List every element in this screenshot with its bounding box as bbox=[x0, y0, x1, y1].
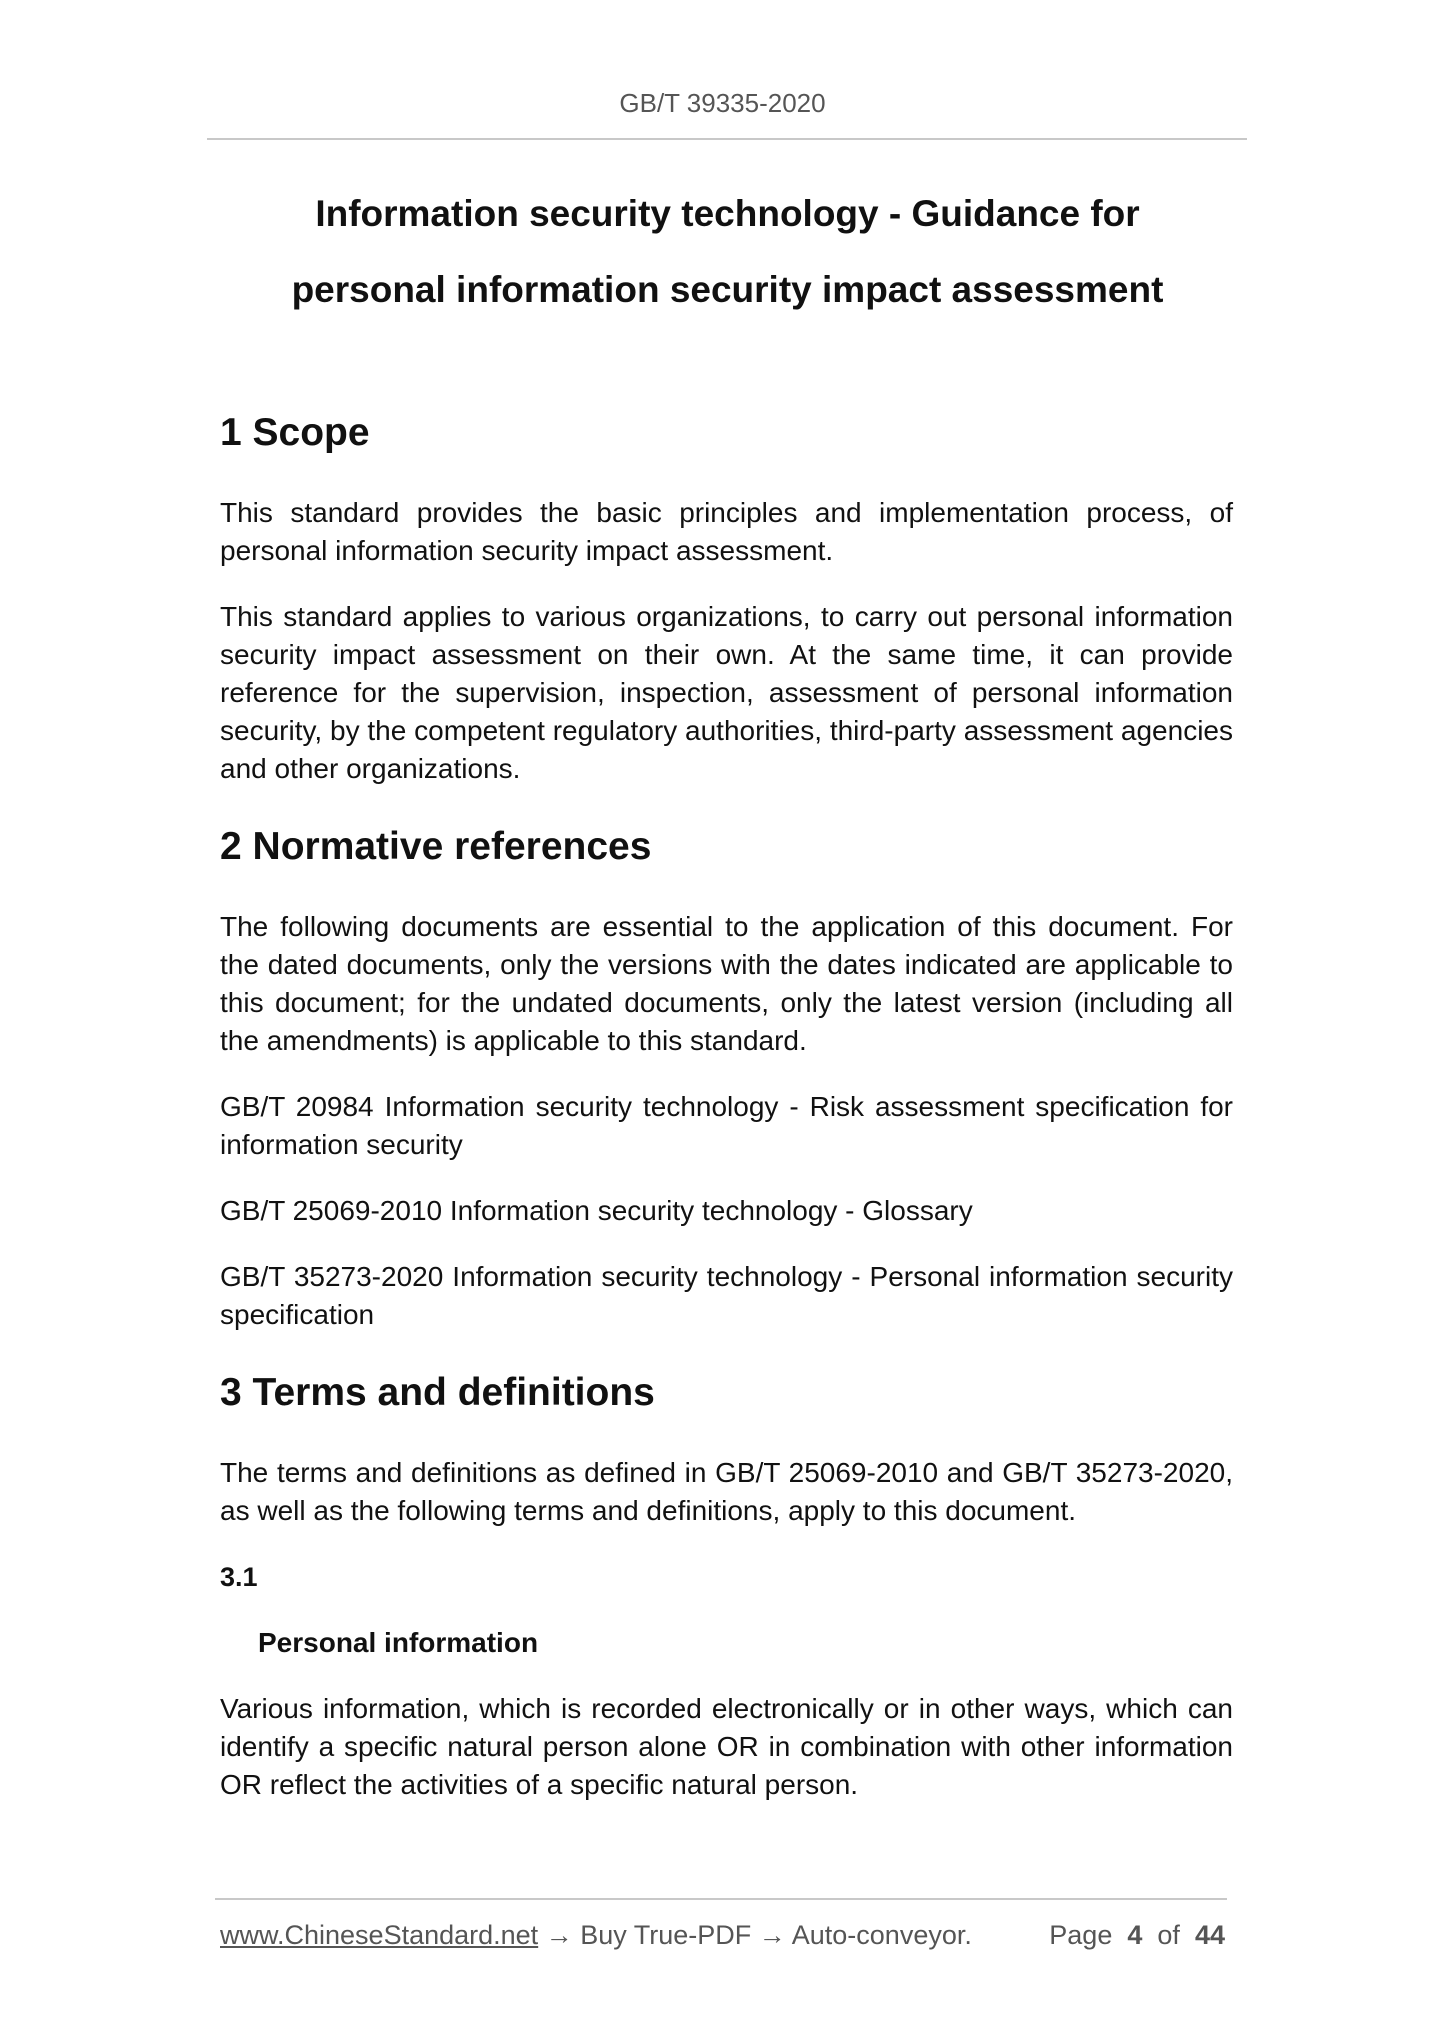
current-page-number: 4 bbox=[1127, 1920, 1143, 1950]
header-standard-code: GB/T 39335-2020 bbox=[619, 88, 826, 118]
header-divider bbox=[207, 138, 1247, 140]
page-indicator bbox=[1049, 1920, 1225, 1951]
section-heading-scope: 1 Scope bbox=[220, 411, 370, 454]
page-footer bbox=[220, 1920, 1225, 1951]
footer-divider bbox=[215, 1898, 1227, 1900]
scope-paragraph-2: This standard applies to various organizations, to carry out personal information security impact assessment on their own. At the same time, it can provide reference for the supervision, inspection, assessment of personal information security, by the competent regulatory authorities, third-party assessment agencies and other organizations. bbox=[220, 601, 1233, 784]
footer-tagline: → Buy True-PDF → Auto-conveyor. bbox=[538, 1920, 972, 1950]
document-body bbox=[220, 402, 1233, 1832]
footer-link-group bbox=[220, 1920, 972, 1951]
page-label: Page bbox=[1049, 1920, 1113, 1950]
total-page-count: 44 bbox=[1194, 1920, 1225, 1950]
page-of-label: of bbox=[1157, 1920, 1180, 1950]
website-link[interactable]: www.ChineseStandard.net bbox=[220, 1920, 539, 1950]
document-title-line-2: personal information security impact assessment bbox=[291, 269, 1164, 310]
term-definition: Various information, which is recorded electronically or in other ways, which can identify a specific natural person alone OR in combination with other information OR reflect the activities of a specific natural person. bbox=[220, 1693, 1233, 1800]
normative-reference-item: GB/T 20984 Information security technology - Risk assessment specification for information security bbox=[220, 1091, 1233, 1160]
document-title-line-1: Information security technology - Guidance for bbox=[315, 193, 1140, 234]
document-title bbox=[200, 176, 1255, 328]
term-name: Personal information bbox=[258, 1627, 539, 1658]
section-heading-terms-definitions: 3 Terms and definitions bbox=[220, 1371, 655, 1414]
normative-reference-item: GB/T 35273-2020 Information security technology - Personal information security specification bbox=[220, 1261, 1233, 1330]
terms-definitions-intro: The terms and definitions as defined in GB/T 25069-2010 and GB/T 35273-2020, as well as the following terms and definitions, apply to this document. bbox=[220, 1457, 1233, 1526]
normative-references-intro: The following documents are essential to the application of this document. For the dated documents, only the versions with the dates indicated are applicable to this document; for the undated documents, only the latest version (including all the amendments) is applicable to this standard. bbox=[220, 911, 1233, 1056]
normative-reference-item: GB/T 25069-2010 Information security technology - Glossary bbox=[220, 1195, 973, 1226]
clause-number: 3.1 bbox=[220, 1562, 258, 1592]
section-heading-normative-references: 2 Normative references bbox=[220, 825, 652, 868]
scope-paragraph-1: This standard provides the basic principles and implementation process, of personal information security impact assessment. bbox=[220, 497, 1233, 566]
